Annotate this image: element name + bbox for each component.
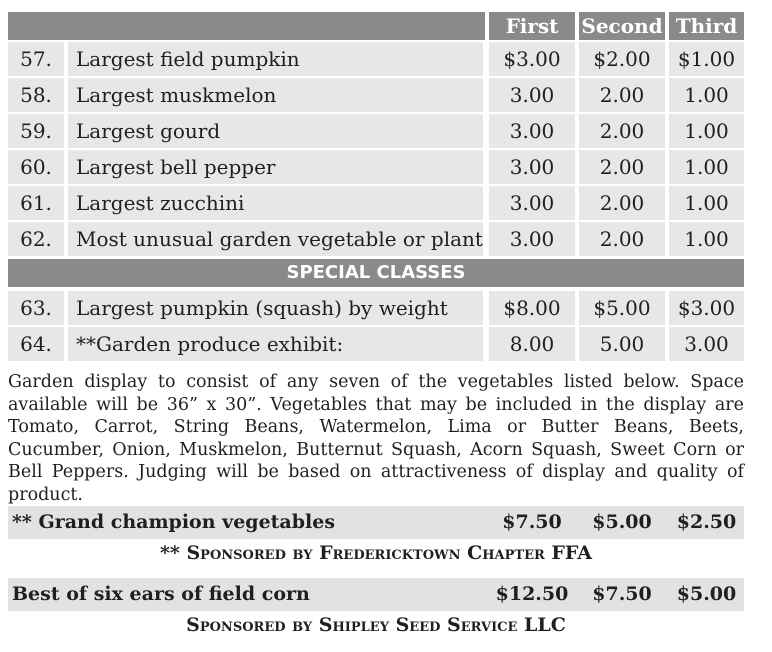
class-number: 62.	[8, 222, 64, 256]
prize-label: ** Grand champion vegetables	[12, 511, 336, 533]
sponsor-line: Sponsored by Shipley Seed Service LLC	[186, 614, 566, 636]
second-prize: 2.00	[579, 78, 665, 112]
third-prize: 1.00	[669, 150, 744, 184]
second-prize: $5.00	[579, 291, 665, 325]
second-prize: $2.00	[579, 42, 665, 76]
third-prize: $3.00	[669, 291, 744, 325]
first-prize: $7.50	[502, 511, 562, 533]
class-number: 60.	[8, 150, 64, 184]
class-number: 64.	[8, 327, 64, 361]
second-prize: 2.00	[579, 114, 665, 148]
class-description: Largest muskmelon	[68, 78, 483, 112]
class-description: Largest gourd	[68, 114, 483, 148]
sponsor-line: ** Sponsored by Fredericktown Chapter FFA	[159, 542, 593, 564]
table-row	[8, 327, 744, 361]
prize-row-grand-champion	[8, 506, 744, 539]
third-prize: 1.00	[669, 186, 744, 220]
third-prize: 1.00	[669, 222, 744, 256]
second-prize: $7.50	[592, 583, 652, 605]
first-prize: 3.00	[489, 150, 575, 184]
first-prize: 3.00	[489, 186, 575, 220]
first-prize: $12.50	[495, 583, 569, 605]
prize-label: Best of six ears of field corn	[12, 583, 310, 605]
class-description: Largest field pumpkin	[68, 42, 483, 76]
first-prize: 3.00	[489, 78, 575, 112]
table-row	[8, 222, 744, 256]
table-row	[8, 186, 744, 220]
class-number: 58.	[8, 78, 64, 112]
second-prize: 2.00	[579, 150, 665, 184]
class-number: 57.	[8, 42, 64, 76]
class-description: Largest zucchini	[68, 186, 483, 220]
special-classes-heading: SPECIAL CLASSES	[8, 259, 744, 287]
third-prize: 3.00	[669, 327, 744, 361]
table-row	[8, 78, 744, 112]
third-prize: $2.50	[676, 511, 737, 533]
first-prize: $3.00	[489, 42, 575, 76]
class-description: Most unusual garden vegetable or plant	[68, 222, 483, 256]
first-prize: 3.00	[489, 114, 575, 148]
first-prize: 3.00	[489, 222, 575, 256]
header-second: Second	[579, 12, 665, 40]
prize-table-header	[8, 12, 744, 40]
third-prize: 1.00	[669, 114, 744, 148]
second-prize: $5.00	[592, 511, 652, 533]
class-number: 61.	[8, 186, 64, 220]
table-row	[8, 291, 744, 325]
second-prize: 2.00	[579, 186, 665, 220]
second-prize: 2.00	[579, 222, 665, 256]
class-description: Largest pumpkin (squash) by weight	[68, 291, 483, 325]
class-description: **Garden produce exhibit:	[68, 327, 483, 361]
table-row	[8, 150, 744, 184]
class-number: 63.	[8, 291, 64, 325]
third-prize: 1.00	[669, 78, 744, 112]
class-description: Largest bell pepper	[68, 150, 483, 184]
header-first: First	[489, 12, 575, 40]
table-row	[8, 114, 744, 148]
prize-row-field-corn	[8, 578, 744, 611]
second-prize: 5.00	[579, 327, 665, 361]
header-third: Third	[669, 12, 744, 40]
garden-display-description: Garden display to consist of any seven of the vegetables listed below. Space available will be 36” x 30”. Vegetables that may be included in the display are Tomato, Carrot, String Beans, Watermelon, Lima or Butter Beans, Beets, Cucumber, Onion, Muskmelon, Butternut Squash, Acorn Squash, Sweet Corn or Bell Peppers. Judging will be based on attractiveness of display and quality of product.	[8, 372, 744, 505]
third-prize: $5.00	[676, 583, 737, 605]
first-prize: $8.00	[489, 291, 575, 325]
first-prize: 8.00	[489, 327, 575, 361]
class-number: 59.	[8, 114, 64, 148]
third-prize: $1.00	[669, 42, 744, 76]
header-blank-cell	[8, 12, 485, 40]
table-row	[8, 42, 744, 76]
